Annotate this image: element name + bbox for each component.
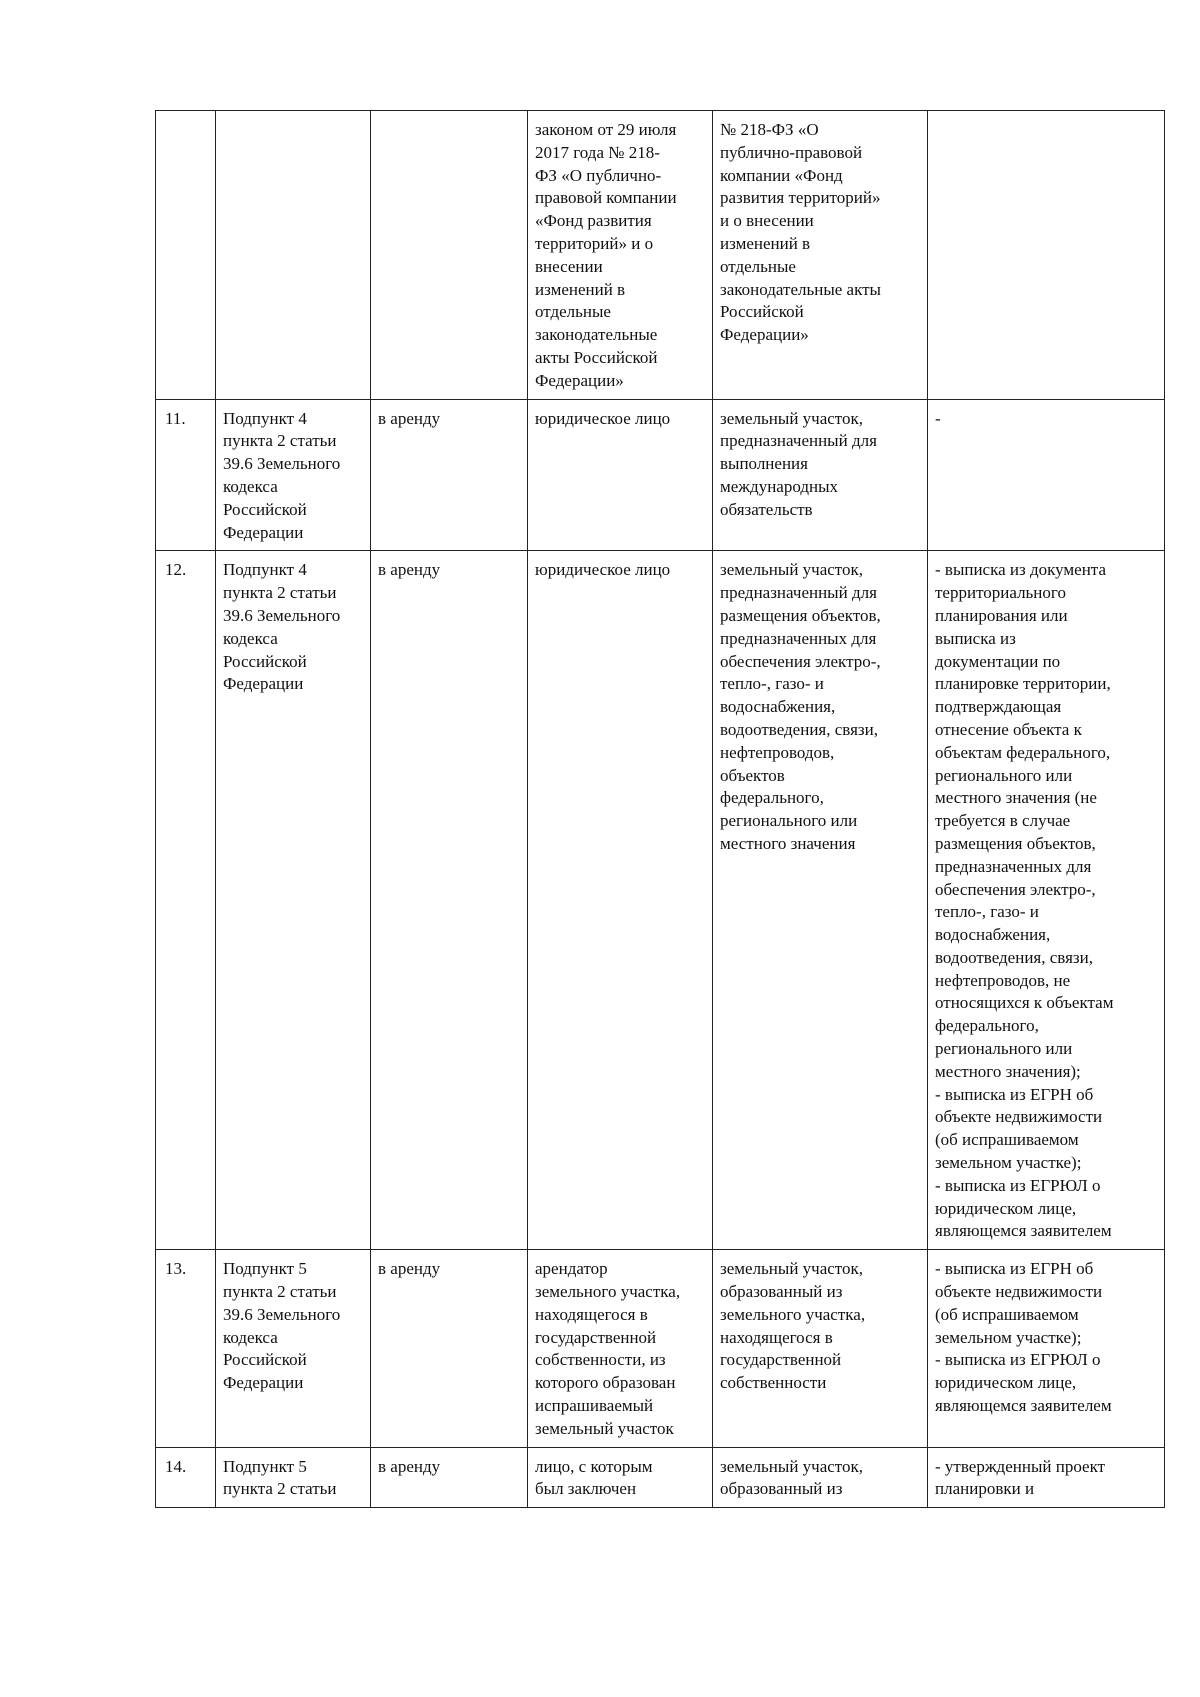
cell-text-line: в аренду (378, 560, 441, 580)
cell-text-line: пункта 2 статьи (223, 431, 337, 451)
row-number-cell: 12. (156, 551, 216, 1250)
provision-type-cell (371, 551, 528, 1250)
cell-text-line: отнесение объекта к (935, 719, 1082, 739)
cell-text-line: отдельные (535, 302, 611, 322)
cell-text-line: законом от 29 июля (535, 120, 677, 139)
cell-text-line: (об испрашиваемом (935, 1130, 1079, 1150)
table-row (156, 551, 1165, 1250)
cell-text-line: 39.6 Земельного (223, 1304, 341, 1324)
cell-text-line: тепло-, газо- и (720, 674, 824, 694)
cell-text-line: пункта 2 статьи (223, 1282, 337, 1302)
required-documents-cell (928, 1447, 1165, 1508)
cell-text-line: водоотведения, связи, (935, 947, 1093, 967)
cell-text-line: регионального или (935, 1039, 1073, 1059)
cell-text-line: - (935, 408, 941, 428)
cell-text-line: 2017 года № 218- (535, 142, 660, 162)
cell-text-line: земельном участке); (935, 1153, 1082, 1173)
cell-text-line: регионального или (720, 811, 858, 831)
cell-text-line: объекте недвижимости (935, 1282, 1103, 1302)
cell-text-line: относящихся к объектам (935, 993, 1114, 1013)
provision-type-cell (371, 111, 528, 400)
cell-text-line: территориального (935, 583, 1066, 603)
cell-text-line: 39.6 Земельного (223, 454, 341, 474)
cell-text-line: Российской (223, 1350, 307, 1370)
cell-text-line: образованный из (720, 1479, 843, 1499)
land-plot-cell (713, 551, 928, 1250)
cell-text-line: правовой компании (535, 188, 677, 208)
cell-text-line: Федерации» (720, 325, 809, 345)
cell-text-line: документации по (935, 651, 1061, 671)
cell-text-line: развития территорий» (720, 188, 881, 208)
applicant-cell (528, 111, 713, 400)
row-number-cell (156, 111, 216, 400)
cell-text-line: - выписка из ЕГРН об (935, 1259, 1094, 1279)
cell-text-line: планировки и (935, 1479, 1035, 1499)
cell-text-line: образованный из (720, 1282, 843, 1302)
cell-text-line: выписка из (935, 628, 1016, 648)
cell-text-line: пункта 2 статьи (223, 583, 337, 603)
cell-text-line: находящегося в (535, 1304, 648, 1324)
cell-text-line: водоотведения, связи, (720, 719, 878, 739)
required-documents-cell (928, 399, 1165, 551)
land-plot-cell (713, 111, 928, 400)
cell-text-line: являющемся заявителем (935, 1221, 1112, 1241)
cell-text-line: Подпункт 5 (223, 1259, 307, 1279)
cell-text-line: федерального, (935, 1016, 1039, 1036)
cell-text-line: был заключен (535, 1479, 637, 1499)
legal-basis-cell (216, 399, 371, 551)
cell-text-line: местного значения (720, 833, 856, 853)
cell-text-line: объектов (720, 765, 785, 785)
cell-text-line: государственной (535, 1327, 657, 1347)
cell-text-line: лицо, с которым (535, 1456, 653, 1476)
cell-text-line: законодательные акты (720, 279, 881, 299)
row-number-cell: 14. (156, 1447, 216, 1508)
legal-basis-cell (216, 551, 371, 1250)
cell-text-line: юридическое лицо (535, 408, 671, 428)
cell-text-line: собственности, из (535, 1350, 666, 1370)
required-documents-cell (928, 1250, 1165, 1447)
table-row (156, 1250, 1165, 1447)
cell-text-line: кодекса (223, 628, 278, 648)
cell-text-line: земельный участок, (720, 408, 864, 428)
cell-text-line: размещения объектов, (720, 605, 881, 625)
cell-text-line: - утвержденный проект (935, 1456, 1106, 1476)
cell-text-line: в аренду (378, 1259, 441, 1279)
cell-text-line: которого образован (535, 1373, 676, 1393)
required-documents-cell (928, 111, 1165, 400)
cell-text-line: местного значения); (935, 1061, 1081, 1081)
cell-text-line: Федерации» (535, 370, 624, 390)
cell-text-line: изменений в (720, 233, 811, 253)
cell-text-line: «Фонд развития (535, 211, 652, 231)
cell-text-line: нефтепроводов, (720, 742, 835, 762)
cell-text-line: предназначенных для (720, 628, 877, 648)
cell-text-line: - выписка из ЕГРН об (935, 1084, 1094, 1104)
cell-text-line: Федерации (223, 1373, 304, 1393)
cell-text-line: находящегося в (720, 1327, 833, 1347)
cell-text-line: подтверждающая (935, 697, 1062, 717)
cell-text-line: Российской (720, 302, 804, 322)
cell-text-line: - выписка из ЕГРЮЛ о (935, 1175, 1101, 1195)
cell-text-line: предназначенный для (720, 431, 877, 451)
cell-text-line: международных (720, 476, 839, 496)
row-number-cell: 13. (156, 1250, 216, 1447)
cell-text-line: являющемся заявителем (935, 1396, 1112, 1416)
table-row (156, 111, 1165, 400)
cell-text-line: собственности (720, 1373, 827, 1393)
cell-text-line: тепло-, газо- и (935, 902, 1039, 922)
applicant-cell (528, 551, 713, 1250)
cell-text-line: испрашиваемый (535, 1396, 654, 1416)
land-provision-table (155, 110, 1165, 1508)
cell-text-line: Подпункт 4 (223, 560, 307, 580)
table-row (156, 399, 1165, 551)
cell-text-line: публично-правовой (720, 142, 863, 162)
cell-text-line: нефтепроводов, не (935, 970, 1071, 990)
cell-text-line: Федерации (223, 674, 304, 694)
cell-text-line: - выписка из документа (935, 560, 1106, 580)
cell-text-line: в аренду (378, 408, 441, 428)
cell-text-line: земельный участок, (720, 1259, 864, 1279)
cell-text-line: Российской (223, 651, 307, 671)
required-documents-cell (928, 551, 1165, 1250)
cell-text-line: № 218-ФЗ «О (720, 120, 819, 139)
cell-text-line: пункта 2 статьи (223, 1479, 337, 1499)
cell-text-line: земельного участка, (535, 1282, 681, 1302)
cell-text-line: водоснабжения, (720, 697, 836, 717)
cell-text-line: земельном участке); (935, 1327, 1082, 1347)
cell-text-line: кодекса (223, 1327, 278, 1347)
cell-text-line: в аренду (378, 1456, 441, 1476)
cell-text-line: юридическом лице, (935, 1373, 1077, 1393)
cell-text-line: ФЗ «О публично- (535, 165, 662, 185)
cell-text-line: объектам федерального, (935, 742, 1111, 762)
provision-type-cell (371, 1447, 528, 1508)
cell-text-line: предназначенный для (720, 583, 877, 603)
cell-text-line: и о внесении (720, 211, 814, 231)
cell-text-line: обеспечения электро-, (720, 651, 881, 671)
cell-text-line: размещения объектов, (935, 833, 1096, 853)
cell-text-line: местного значения (не (935, 788, 1097, 808)
legal-basis-cell (216, 1447, 371, 1508)
cell-text-line: земельный участок, (720, 560, 864, 580)
cell-text-line: территорий» и о (535, 233, 654, 253)
legal-basis-cell (216, 111, 371, 400)
cell-text-line: обеспечения электро-, (935, 879, 1096, 899)
cell-text-line: изменений в (535, 279, 626, 299)
cell-text-line: Федерации (223, 522, 304, 542)
cell-text-line: - выписка из ЕГРЮЛ о (935, 1350, 1101, 1370)
cell-text-line: 39.6 Земельного (223, 605, 341, 625)
cell-text-line: акты Российской (535, 347, 658, 367)
cell-text-line: объекте недвижимости (935, 1107, 1103, 1127)
cell-text-line: выполнения (720, 454, 808, 474)
cell-text-line: регионального или (935, 765, 1073, 785)
legal-basis-cell (216, 1250, 371, 1447)
cell-text-line: Подпункт 5 (223, 1456, 307, 1476)
cell-text-line: обязательств (720, 499, 813, 519)
cell-text-line: внесении (535, 256, 603, 276)
provision-type-cell (371, 1250, 528, 1447)
cell-text-line: юридическое лицо (535, 560, 671, 580)
land-plot-cell (713, 1447, 928, 1508)
cell-text-line: планирования или (935, 605, 1068, 625)
land-plot-cell (713, 1250, 928, 1447)
land-plot-cell (713, 399, 928, 551)
row-number-cell: 11. (156, 399, 216, 551)
cell-text-line: земельного участка, (720, 1304, 866, 1324)
applicant-cell (528, 1447, 713, 1508)
cell-text-line: земельный участок (535, 1418, 674, 1438)
cell-text-line: компании «Фонд (720, 165, 843, 185)
cell-text-line: водоснабжения, (935, 925, 1051, 945)
cell-text-line: (об испрашиваемом (935, 1304, 1079, 1324)
applicant-cell (528, 1250, 713, 1447)
cell-text-line: юридическом лице, (935, 1198, 1077, 1218)
cell-text-line: предназначенных для (935, 856, 1092, 876)
cell-text-line: Подпункт 4 (223, 408, 307, 428)
cell-text-line: земельный участок, (720, 1456, 864, 1476)
table-row (156, 1447, 1165, 1508)
cell-text-line: требуется в случае (935, 811, 1071, 831)
cell-text-line: отдельные (720, 256, 796, 276)
cell-text-line: федерального, (720, 788, 824, 808)
cell-text-line: кодекса (223, 476, 278, 496)
cell-text-line: планировке территории, (935, 674, 1111, 694)
cell-text-line: Российской (223, 499, 307, 519)
cell-text-line: арендатор (535, 1259, 608, 1279)
cell-text-line: государственной (720, 1350, 842, 1370)
applicant-cell (528, 399, 713, 551)
cell-text-line: законодательные (535, 325, 658, 345)
provision-type-cell (371, 399, 528, 551)
